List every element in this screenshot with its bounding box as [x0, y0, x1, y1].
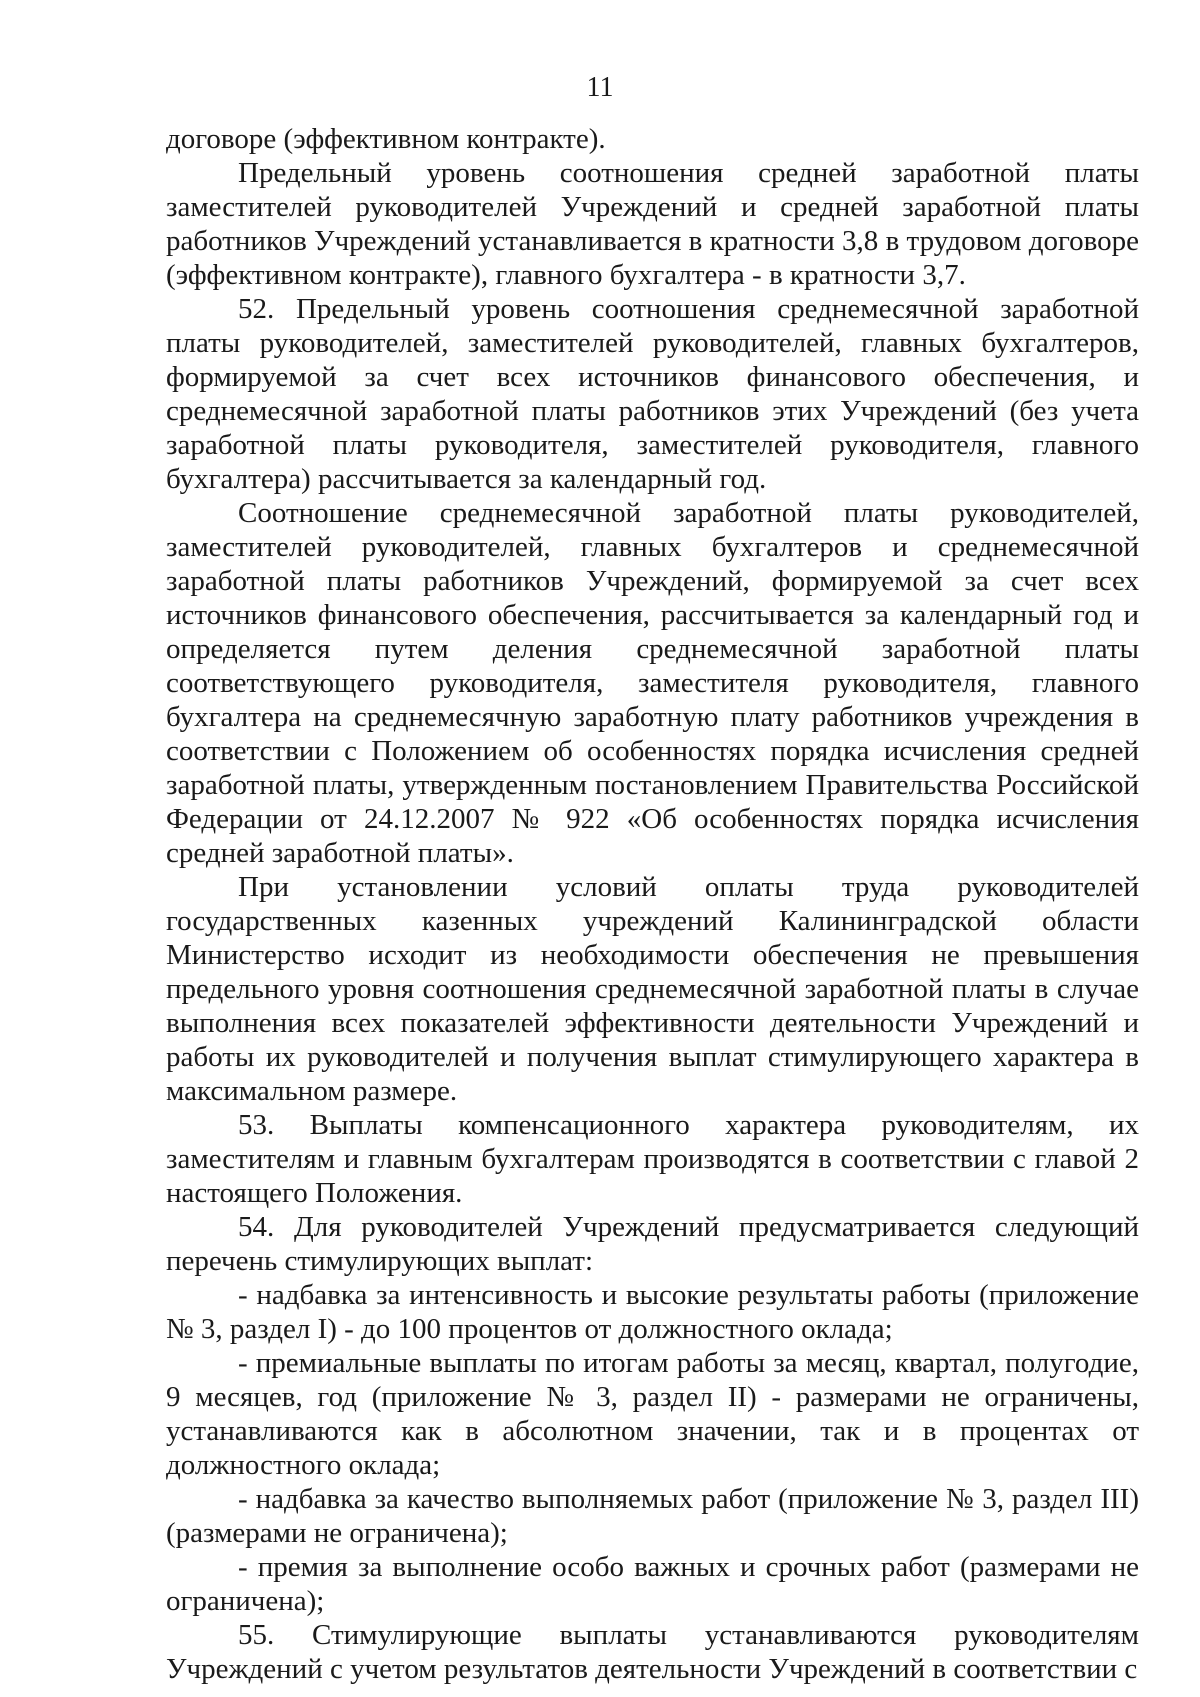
list-item-urgent-work-premium: - премия за выполнение особо важных и срочных работ (размерами не ограничена); [166, 1551, 1139, 1617]
paragraph-clause-54: 54. Для руководителей Учреждений предусматривается следующий перечень стимулирующих выплат: [166, 1211, 1139, 1277]
paragraph-clause-52: 52. Предельный уровень соотношения среднемесячной заработной платы руководителей, заместителей руководителей, главных бухгалтеров, формируемой за счет всех источников финансового обеспечения, и среднемесячной заработной платы работников этих Учреждений (без учета заработной платы руководителя, заместителей руководителя, главного бухгалтера) рассчитывается за календарный год. [166, 293, 1139, 495]
document-body [166, 122, 1139, 1686]
page-number: 11 [586, 72, 614, 103]
paragraph-clause-53: 53. Выплаты компенсационного характера руководителям, их заместителям и главным бухгалтерам производятся в соответствии с главой 2 настоящего Положения. [166, 1109, 1139, 1209]
paragraph-clause-55: 55. Стимулирующие выплаты устанавливаются руководителям Учреждений с учетом результатов деятельности Учреждений в соответствии с [166, 1619, 1139, 1685]
list-item-intensity-bonus: - надбавка за интенсивность и высокие результаты работы (приложение № 3, раздел I) - до 100 процентов от должностного оклада; [166, 1279, 1139, 1345]
paragraph-deputy-ratio: Предельный уровень соотношения средней заработной платы заместителей руководителей Учреждений и средней заработной платы работников Учреждений устанавливается в кратности 3,8 в трудовом договоре (эффективном контракте), главного бухгалтера - в кратности 3,7. [166, 157, 1139, 291]
list-item-quality-bonus: - надбавка за качество выполняемых работ (приложение № 3, раздел III) (размерами не ограничена); [166, 1483, 1139, 1549]
list-item-premium-payments: - премиальные выплаты по итогам работы за месяц, квартал, полугодие, 9 месяцев, год (приложение № 3, раздел II) - размерами не ограничены, устанавливаются как в абсолютном значении, так и в процентах от должностного оклада; [166, 1347, 1139, 1481]
paragraph-ministry-conditions: При установлении условий оплаты труда руководителей государственных казенных учреждений Калининградской области Министерство исходит из необходимости обеспечения не превышения предельного уровня соотношения среднемесячной заработной платы в случае выполнения всех показателей эффективности деятельности Учреждений и работы их руководителей и получения выплат стимулирующего характера в максимальном размере. [166, 871, 1139, 1107]
paragraph-ratio-calculation: Соотношение среднемесячной заработной платы руководителей, заместителей руководителей, главных бухгалтеров и среднемесячной заработной платы работников Учреждений, формируемой за счет всех источников финансового обеспечения, рассчитывается за календарный год и определяется путем деления среднемесячной заработной платы соответствующего руководителя, заместителя руководителя, главного бухгалтера на среднемесячную заработную плату работников учреждения в соответствии с Положением об особенностях порядка исчисления средней заработной платы, утвержденным постановлением Правительства Российской Федерации от 24.12.2007 № 922 «Об особенностях порядка исчисления средней заработной платы». [166, 497, 1139, 869]
paragraph-continuation: договоре (эффективном контракте). [166, 123, 606, 155]
